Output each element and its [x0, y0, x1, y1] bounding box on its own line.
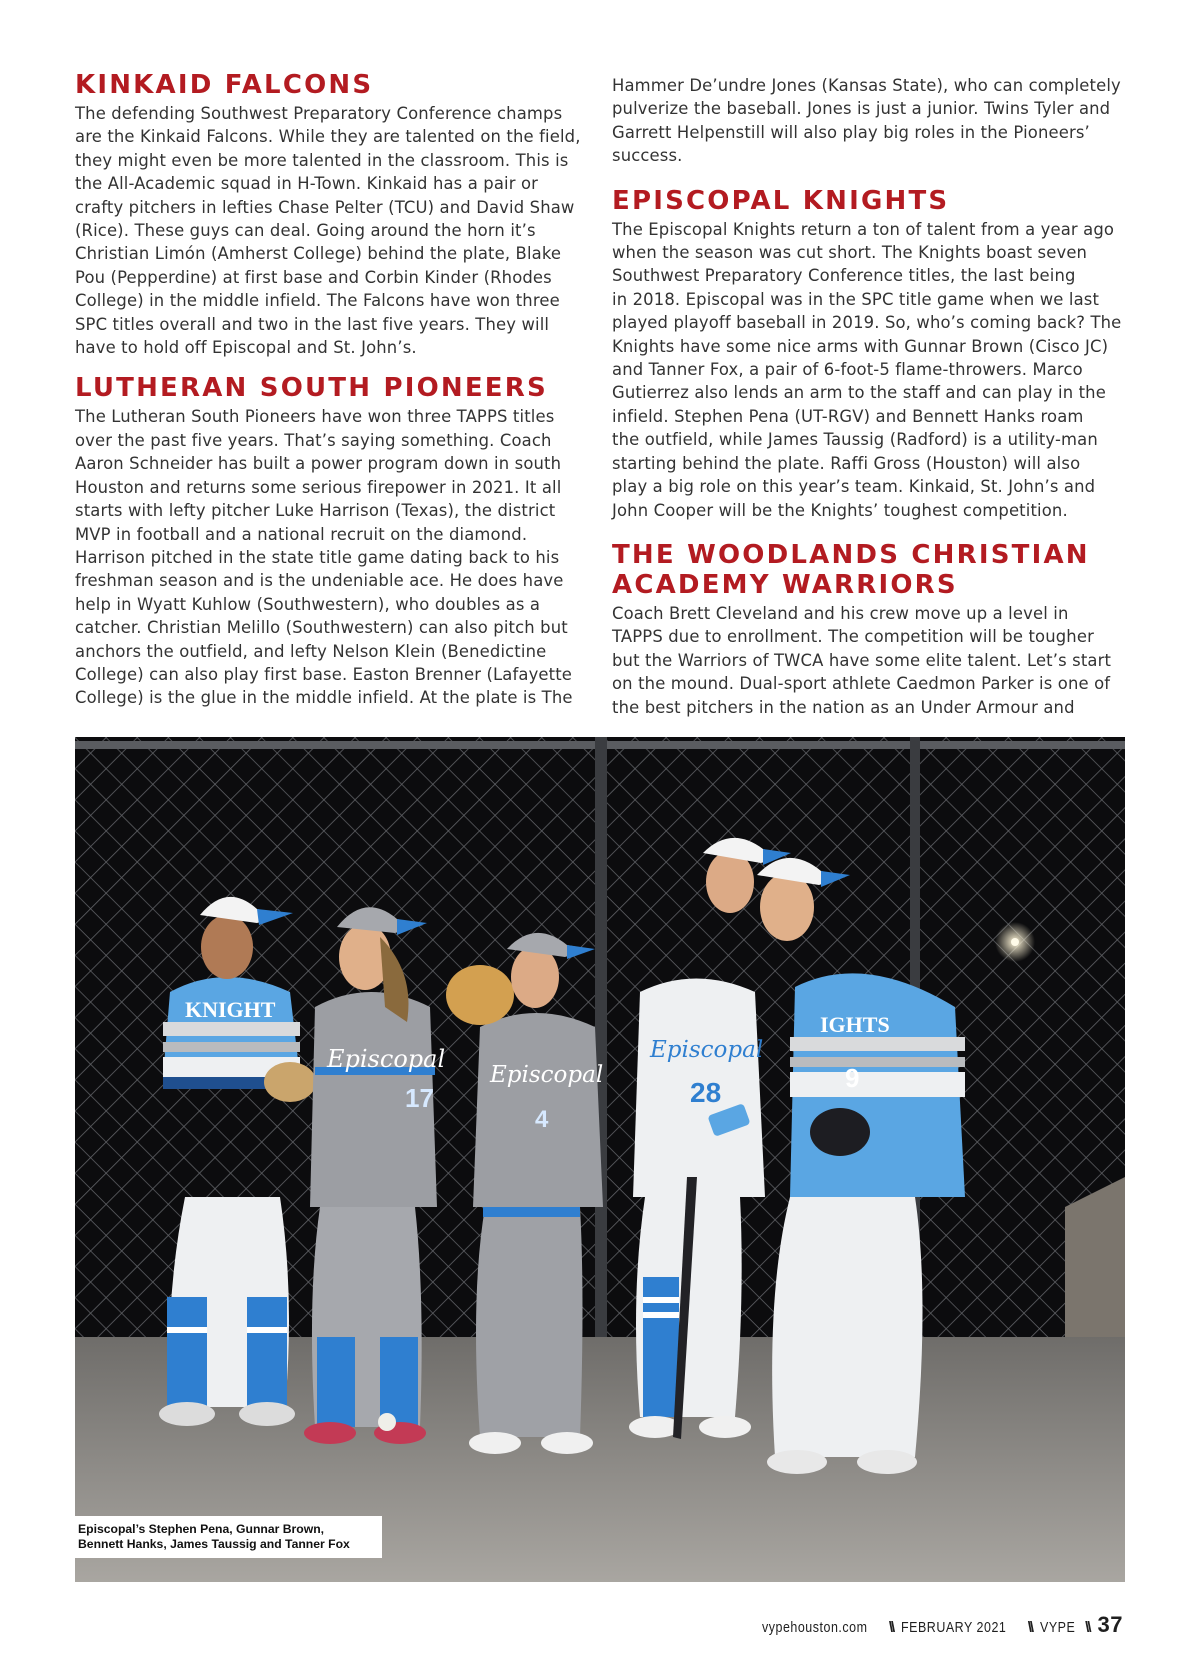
footer-separator-icon: \\: [888, 1619, 894, 1636]
text-line: Aaron Schneider has built a power program down in south: [75, 454, 562, 474]
text-line: Garrett Helpenstill will also play big roles in the Pioneers’: [612, 122, 1090, 142]
page-footer: [762, 1612, 1123, 1637]
photo-caption: [75, 1516, 382, 1558]
text-line: crafty pitchers in lefties Chase Pelter (TCU) and David Shaw: [75, 197, 575, 217]
team-photo-illustration: [75, 737, 1125, 1582]
team-photo: [75, 737, 1125, 1582]
text-line: are the Kinkaid Falcons. While they are talented on the field,: [75, 127, 581, 147]
text-line: SPC titles overall and two in the last five years. They will: [75, 314, 550, 334]
section-heading: KINKAID FALCONS: [75, 70, 374, 100]
section-episcopal-knights: [612, 186, 1130, 522]
text-line: when the season was cut short. The Knights boast seven: [612, 243, 1088, 263]
section-heading: EPISCOPAL KNIGHTS: [612, 185, 950, 216]
section-woodlands-christian-academy-warriors: [612, 540, 1130, 719]
svg-text:IGHTS: IGHTS: [820, 1012, 890, 1037]
svg-text:4: 4: [535, 1106, 549, 1133]
text-line: The defending Southwest Preparatory Conference champs: [75, 104, 563, 123]
text-line: starting behind the plate. Raffi Gross (Houston) will also: [612, 453, 1081, 473]
fence-post: [595, 737, 607, 1337]
caption-line: Bennett Hanks, James Taussig and Tanner Fox: [78, 1537, 350, 1551]
text-line: but the Warriors of TWCA have some elite talent. Let’s start: [612, 650, 1112, 670]
svg-text:Episcopal: Episcopal: [327, 1045, 446, 1073]
text-line: help in Wyatt Kuhlow (Southwestern), who doubles as a: [75, 594, 541, 614]
footer-separator-icon: \\: [1027, 1619, 1033, 1636]
text-line: The Lutheran South Pioneers have won three TAPPS titles: [75, 407, 555, 427]
svg-text:KNIGHT: KNIGHT: [185, 997, 276, 1022]
text-line: Gutierrez also lends an arm to the staff and can play in the: [612, 383, 1106, 403]
text-line: freshman season and is the undeniable ace. He does have: [75, 571, 564, 591]
text-line: in 2018. Episcopal was in the SPC title game when we last: [612, 289, 1100, 309]
text-line: anchors the outfield, and lefty Nelson Klein (Benedictine: [75, 641, 547, 661]
text-line: success.: [612, 146, 683, 166]
text-line: the All-Academic squad in H-Town. Kinkaid has a pair or: [75, 174, 539, 194]
text-line: Hammer De’undre Jones (Kansas State), who can completely: [612, 76, 1121, 95]
section-heading: LUTHERAN SOUTH PIONEERS: [75, 373, 548, 404]
svg-text:9: 9: [845, 1063, 860, 1093]
footer-separator-icon: \\: [1085, 1619, 1090, 1636]
text-line: Knights have some nice arms with Gunnar Brown (Cisco JC): [612, 336, 1109, 356]
text-line: Christian Limón (Amherst College) behind the plate, Blake: [75, 244, 562, 264]
text-line: College) can also play first base. Easton Brenner (Lafayette: [75, 664, 573, 684]
text-line: John Cooper will be the Knights’ toughest competition.: [612, 500, 1068, 520]
section-lutheran-south-pioneers: [75, 373, 585, 709]
text-line: over the past five years. That’s saying something. Coach: [75, 430, 552, 450]
section-body: [612, 602, 1130, 719]
stadium-light-core: [1011, 938, 1019, 946]
svg-text:17: 17: [405, 1083, 434, 1113]
text-line: Houston and returns some serious firepower in 2021. It all: [75, 477, 562, 497]
text-line: (Rice). These guys can deal. Going around the horn it’s: [75, 221, 536, 241]
svg-text:28: 28: [690, 1077, 722, 1108]
footer-site: vypehouston.com: [762, 1620, 868, 1636]
text-line: catcher. Christian Melillo (Southwestern) can also pitch but: [75, 618, 568, 638]
right-column: [612, 74, 1130, 737]
footer-issue: FEBRUARY 2021: [901, 1620, 1007, 1636]
text-line: played playoff baseball in 2019. So, who’s coming back? The: [612, 313, 1122, 333]
text-line: Southwest Preparatory Conference titles, the last being: [612, 266, 1076, 286]
batting-glove: [810, 1108, 870, 1156]
text-line: starts with lefty pitcher Luke Harrison (Texas), the district: [75, 501, 556, 521]
left-column: [75, 70, 585, 724]
section-body: [75, 405, 585, 709]
text-line: Coach Brett Cleveland and his crew move up a level in: [612, 603, 1069, 623]
section-kinkaid-falcons: [75, 70, 585, 359]
footer-brand: VYPE: [1040, 1620, 1076, 1636]
continued-text: [612, 74, 1130, 168]
section-heading: [612, 540, 1130, 600]
caption-line: Episcopal’s Stephen Pena, Gunnar Brown,: [78, 1522, 325, 1536]
text-line: MVP in football and a national recruit on the diamond.: [75, 524, 528, 544]
text-line: on the mound. Dual-sport athlete Caedmon Parker is one of: [612, 674, 1111, 694]
text-line: Harrison pitched in the state title game dating back to his: [75, 547, 560, 567]
heading-line: THE WOODLANDS CHRISTIAN: [612, 539, 1090, 570]
text-line: pulverize the baseball. Jones is just a junior. Twins Tyler and: [612, 99, 1111, 119]
text-line: Pou (Pepperdine) at first base and Corbin Kinder (Rhodes: [75, 267, 552, 287]
text-line: they might even be more talented in the classroom. This is: [75, 150, 569, 170]
text-line: The Episcopal Knights return a ton of talent from a year ago: [612, 219, 1115, 239]
text-line: College) is the glue in the middle infield. At the plate is The: [75, 688, 573, 708]
page-number: 37: [1097, 1612, 1123, 1637]
text-line: the outfield, while James Taussig (Radford) is a utility-man: [612, 430, 1098, 450]
text-line: College) in the middle infield. The Falcons have won three: [75, 291, 560, 311]
text-line: play a big role on this year’s team. Kinkaid, St. John’s and: [612, 477, 1096, 497]
text-line: and Tanner Fox, a pair of 6-foot-5 flame-throwers. Marco: [612, 360, 1083, 380]
svg-text:Episcopal: Episcopal: [650, 1037, 764, 1063]
baseball-glove: [446, 965, 514, 1025]
heading-line: ACADEMY WARRIORS: [612, 569, 958, 600]
svg-text:Episcopal: Episcopal: [490, 1062, 604, 1088]
text-line: have to hold off Episcopal and St. John’s.: [75, 338, 417, 358]
text-line: TAPPS due to enrollment. The competition will be tougher: [612, 627, 1094, 647]
text-line: infield. Stephen Pena (UT-RGV) and Bennett Hanks roam: [612, 406, 1084, 426]
text-line: the best pitchers in the nation as an Under Armour and: [612, 697, 1075, 717]
section-body: [612, 74, 1130, 168]
section-body: [612, 218, 1130, 522]
section-body: [75, 102, 585, 359]
